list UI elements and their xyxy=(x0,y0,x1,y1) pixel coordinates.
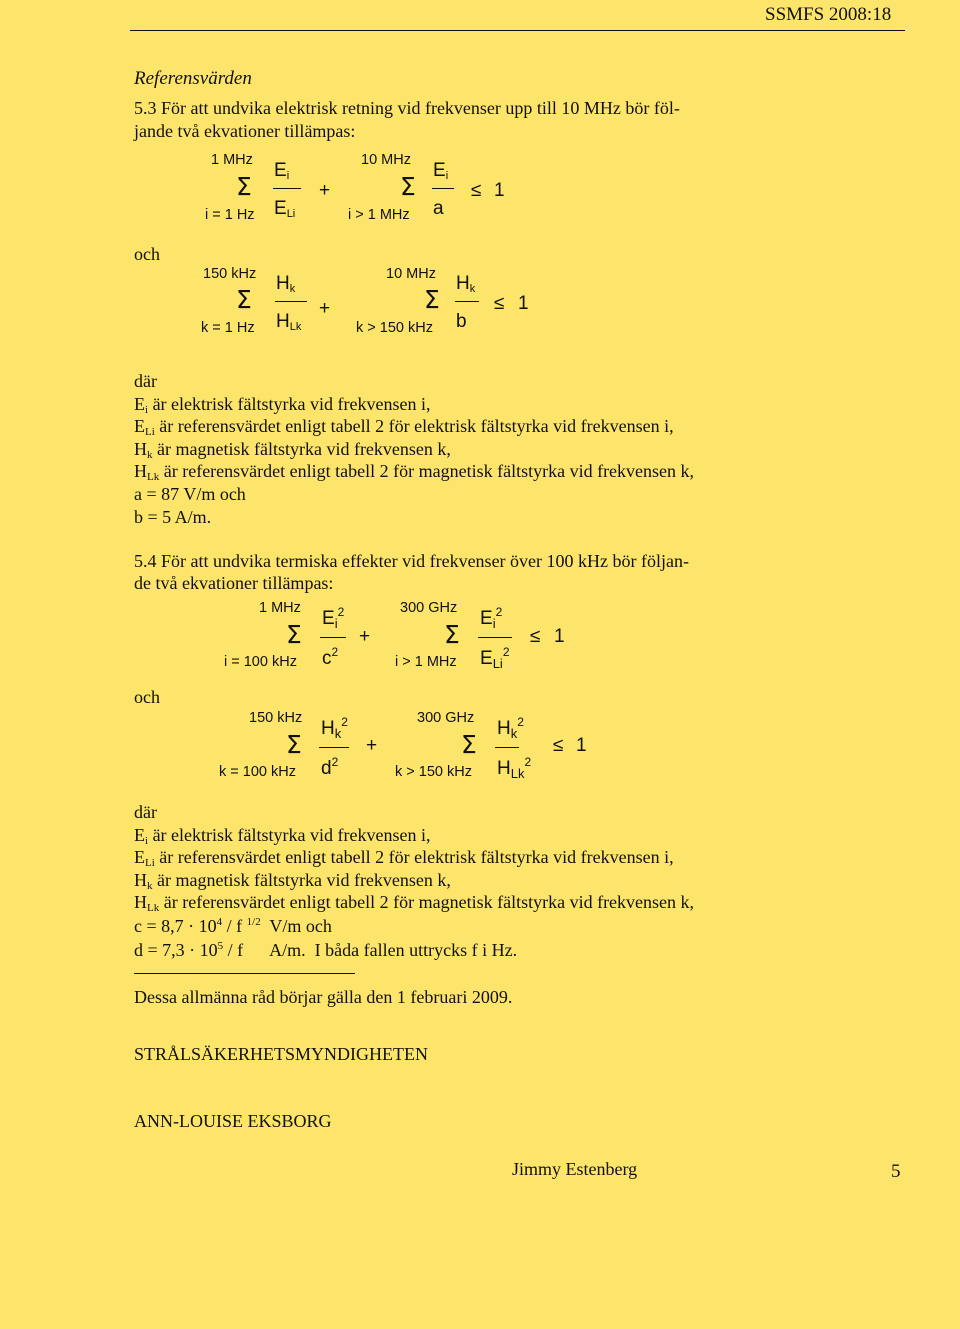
fraction-denominator: a xyxy=(433,198,444,219)
signatory-name: ANN-LOUISE EKSBORG xyxy=(134,1111,332,1131)
definition-line: ELi är referensvärdet enligt tabell 2 för elektrisk fältstyrka vid frekvensen i, xyxy=(134,416,674,438)
fraction-numerator: $E_i$ xyxy=(274,160,290,182)
och-connector: och xyxy=(134,687,160,707)
och-connector: och xyxy=(134,244,160,264)
sum-upper-limit: 10 MHz xyxy=(361,152,411,168)
dar-label: där xyxy=(134,802,157,822)
plus-sign: + xyxy=(359,626,371,647)
section-heading: Referensvärden xyxy=(134,68,252,89)
sum-lower-limit: i = 1 Hz xyxy=(205,207,255,223)
definition-line: Ei är elektrisk fältstyrka vid frekvensen i, xyxy=(134,394,431,416)
fraction-bar xyxy=(320,637,346,638)
less-or-equal-icon: ≤ xyxy=(494,293,505,314)
sigma-icon: Σ xyxy=(424,285,440,314)
fraction-numerator: $E_i$ xyxy=(433,160,449,182)
sigma-icon: Σ xyxy=(461,730,477,759)
sum-lower-limit: i = 100 kHz xyxy=(224,654,297,670)
definition-line: ELi är referensvärdet enligt tabell 2 för elektrisk fältstyrka vid frekvensen i, xyxy=(134,847,674,869)
header-rule xyxy=(130,30,905,31)
sum-lower-limit: k > 150 kHz xyxy=(395,764,472,780)
fraction-numerator: $H_k^2$ xyxy=(497,715,524,741)
sigma-icon: Σ xyxy=(286,620,302,649)
fraction-bar xyxy=(432,188,454,189)
sum-lower-limit: k = 100 kHz xyxy=(219,764,296,780)
fraction-denominator: $H_{Lk}$ xyxy=(276,311,302,333)
definition-d: $d = 7,3 \cdot 10^5 / f$ A/m. I båda fallen uttrycks f i Hz. xyxy=(134,940,518,960)
definition-line: Hk är magnetisk fältstyrka vid frekvensen k, xyxy=(134,870,451,892)
plus-sign: + xyxy=(366,735,378,756)
fraction-numerator: $E_i^2$ xyxy=(322,605,345,631)
definition-line: HLk är referensvärdet enligt tabell 2 för magnetisk fältstyrka vid frekvensen k, xyxy=(134,461,695,483)
less-or-equal-icon: ≤ xyxy=(553,735,564,756)
sigma-icon: Σ xyxy=(286,730,302,759)
fraction-denominator: $H_{Lk}^2$ xyxy=(497,755,532,781)
page-number: 5 xyxy=(891,1161,901,1182)
sigma-icon: Σ xyxy=(236,172,252,201)
dar-label: där xyxy=(134,371,157,391)
fraction-bar xyxy=(478,637,512,638)
fraction-numerator: $H_k$ xyxy=(456,273,476,295)
sigma-icon: Σ xyxy=(400,172,416,201)
sigma-icon: Σ xyxy=(444,620,460,649)
fraction-numerator: $E_i^2$ xyxy=(480,605,503,631)
authority-name: STRÅLSÄKERHETSMYNDIGHETEN xyxy=(134,1044,428,1064)
definition-line: HLk är referensvärdet enligt tabell 2 för magnetisk fältstyrka vid frekvensen k, xyxy=(134,892,695,914)
cosigner-name: Jimmy Estenberg xyxy=(512,1159,638,1179)
section-5-3-line-2: jande två ekvationer tillämpas: xyxy=(134,121,356,141)
sum-lower-limit: i > 1 MHz xyxy=(395,654,457,670)
effective-date-note: Dessa allmänna råd börjar gälla den 1 februari 2009. xyxy=(134,987,513,1007)
fraction-bar xyxy=(319,747,349,748)
sum-upper-limit: 150 kHz xyxy=(203,266,257,282)
sum-lower-limit: k > 150 kHz xyxy=(356,320,433,336)
rhs-value: 1 xyxy=(554,626,565,647)
rhs-value: 1 xyxy=(518,293,529,314)
fraction-bar xyxy=(275,301,307,302)
plus-sign: + xyxy=(319,180,331,201)
fraction-bar xyxy=(495,747,519,748)
fraction-bar xyxy=(273,188,301,189)
fraction-bar xyxy=(455,301,479,302)
fraction-denominator: b xyxy=(456,311,467,332)
definition-a: a = 87 V/m och xyxy=(134,484,246,504)
less-or-equal-icon: ≤ xyxy=(530,626,541,647)
sum-upper-limit: 10 MHz xyxy=(386,266,436,282)
plus-sign: + xyxy=(319,298,331,319)
definition-line: Ei är elektrisk fältstyrka vid frekvensen i, xyxy=(134,825,431,847)
footnote-rule xyxy=(134,973,355,974)
sum-upper-limit: 150 kHz xyxy=(249,710,303,726)
document-id: SSMFS 2008:18 xyxy=(765,4,892,25)
rhs-value: 1 xyxy=(494,180,505,201)
rhs-value: 1 xyxy=(576,735,587,756)
section-5-4-line-2: de två ekvationer tillämpas: xyxy=(134,573,334,593)
sum-upper-limit: 300 GHz xyxy=(417,710,475,726)
sigma-icon: Σ xyxy=(236,285,252,314)
fraction-denominator: $d^2$ xyxy=(321,755,339,779)
sum-lower-limit: i > 1 MHz xyxy=(348,207,410,223)
sum-upper-limit: 1 MHz xyxy=(211,152,253,168)
sum-lower-limit: k = 1 Hz xyxy=(201,320,255,336)
definition-b: b = 5 A/m. xyxy=(134,507,212,527)
sum-upper-limit: 300 GHz xyxy=(400,600,458,616)
less-or-equal-icon: ≤ xyxy=(471,180,482,201)
section-5-3-line-1: 5.3 För att undvika elektrisk retning vid frekvenser upp till 10 MHz bör föl- xyxy=(134,98,680,118)
fraction-numerator: $H_k^2$ xyxy=(321,715,348,741)
fraction-numerator: $H_k$ xyxy=(276,273,296,295)
sum-upper-limit: 1 MHz xyxy=(259,600,301,616)
fraction-denominator: $E_{Li}^2$ xyxy=(480,645,510,671)
fraction-denominator: $c^2$ xyxy=(322,645,339,669)
section-5-4-line-1: 5.4 För att undvika termiska effekter vid frekvenser över 100 kHz bör följan- xyxy=(134,551,689,571)
fraction-denominator: $E_{Li}$ xyxy=(274,198,296,220)
definition-line: Hk är magnetisk fältstyrka vid frekvensen k, xyxy=(134,439,451,461)
definition-c: $c = 8,7 \cdot 10^4 / f$ $^{1/2}$ V/m och xyxy=(134,916,332,936)
